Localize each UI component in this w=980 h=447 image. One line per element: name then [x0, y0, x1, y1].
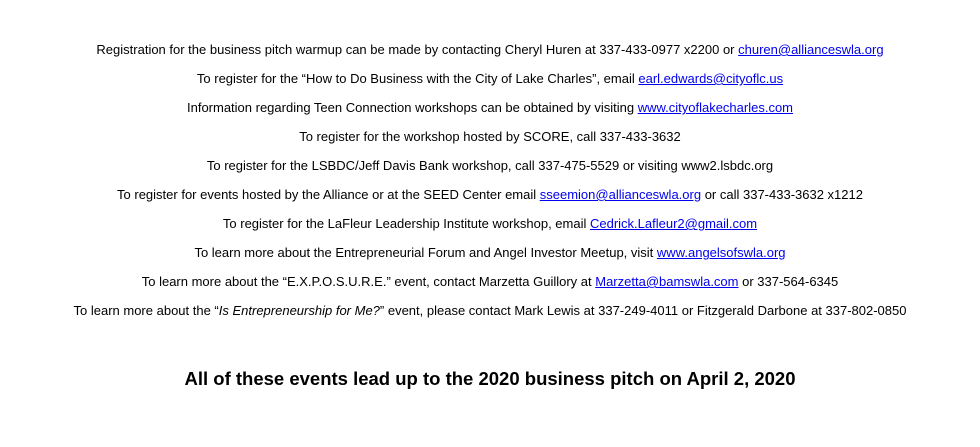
web-link-angelsofswla[interactable]: www.angelsofswla.org	[656, 245, 786, 260]
email-link-cedrick-lafleur[interactable]: Cedrick.Lafleur2@gmail.com	[589, 216, 758, 231]
line-score-workshop	[0, 129, 980, 145]
closing-statement: All of these events lead up to the 2020 business pitch on April 2, 2020	[184, 367, 796, 389]
line-text: To learn more about the “E.X.P.O.S.U.R.E.” event, contact Marzetta Guillory at	[141, 274, 596, 289]
line-text: To register for the LSBDC/Jeff Davis Bank workshop, call 337-475-5529 or visiting www2.lsbdc.org	[206, 158, 774, 173]
email-link-churen[interactable]: churen@allianceswla.org	[738, 42, 884, 57]
line-city-business-registration	[0, 71, 980, 87]
line-alliance-seed-events	[0, 187, 980, 203]
line-text: Information regarding Teen Connection workshops can be obtained by visiting	[186, 100, 638, 115]
line-text-after: ” event, please contact Mark Lewis at 337-249-4011 or Fitzgerald Darbone at 337-802-0850	[379, 303, 907, 318]
event-title-italic: Is Entrepreneurship for Me?	[218, 303, 380, 318]
line-text: To register for events hosted by the Alliance or at the SEED Center email	[117, 187, 540, 202]
line-text: To learn more about the Entrepreneurial Forum and Angel Investor Meetup, visit	[194, 245, 657, 260]
email-link-earl-edwards[interactable]: earl.edwards@cityoflc.us	[638, 71, 784, 86]
line-lsbdc-workshop	[0, 158, 980, 174]
web-link-cityoflakecharles[interactable]: www.cityoflakecharles.com	[637, 100, 794, 115]
line-text: To register for the LaFleur Leadership Institute workshop, email	[222, 216, 590, 231]
email-link-marzetta[interactable]: Marzetta@bamswla.com	[595, 274, 739, 289]
line-lafleur-workshop	[0, 216, 980, 232]
line-text: To register for the workshop hosted by SCORE, call 337-433-3632	[299, 129, 681, 144]
line-text: To register for the “How to Do Business with the City of Lake Charles”, email	[196, 71, 639, 86]
line-teen-connection-info	[0, 100, 980, 116]
line-text: Registration for the business pitch warmup can be made by contacting Cheryl Huren at 337-433-0977 x2200 or	[96, 42, 739, 57]
line-text-after: or 337-564-6345	[738, 274, 839, 289]
line-entrepreneurial-forum	[0, 245, 980, 261]
line-text: To learn more about the “	[73, 303, 219, 318]
line-pitch-warmup-registration	[0, 42, 980, 58]
email-link-sseemion[interactable]: sseemion@allianceswla.org	[539, 187, 702, 202]
line-exposure-event	[0, 274, 980, 290]
line-text-after: or call 337-433-3632 x1212	[701, 187, 863, 202]
line-entrepreneurship-for-me-event	[0, 303, 980, 319]
